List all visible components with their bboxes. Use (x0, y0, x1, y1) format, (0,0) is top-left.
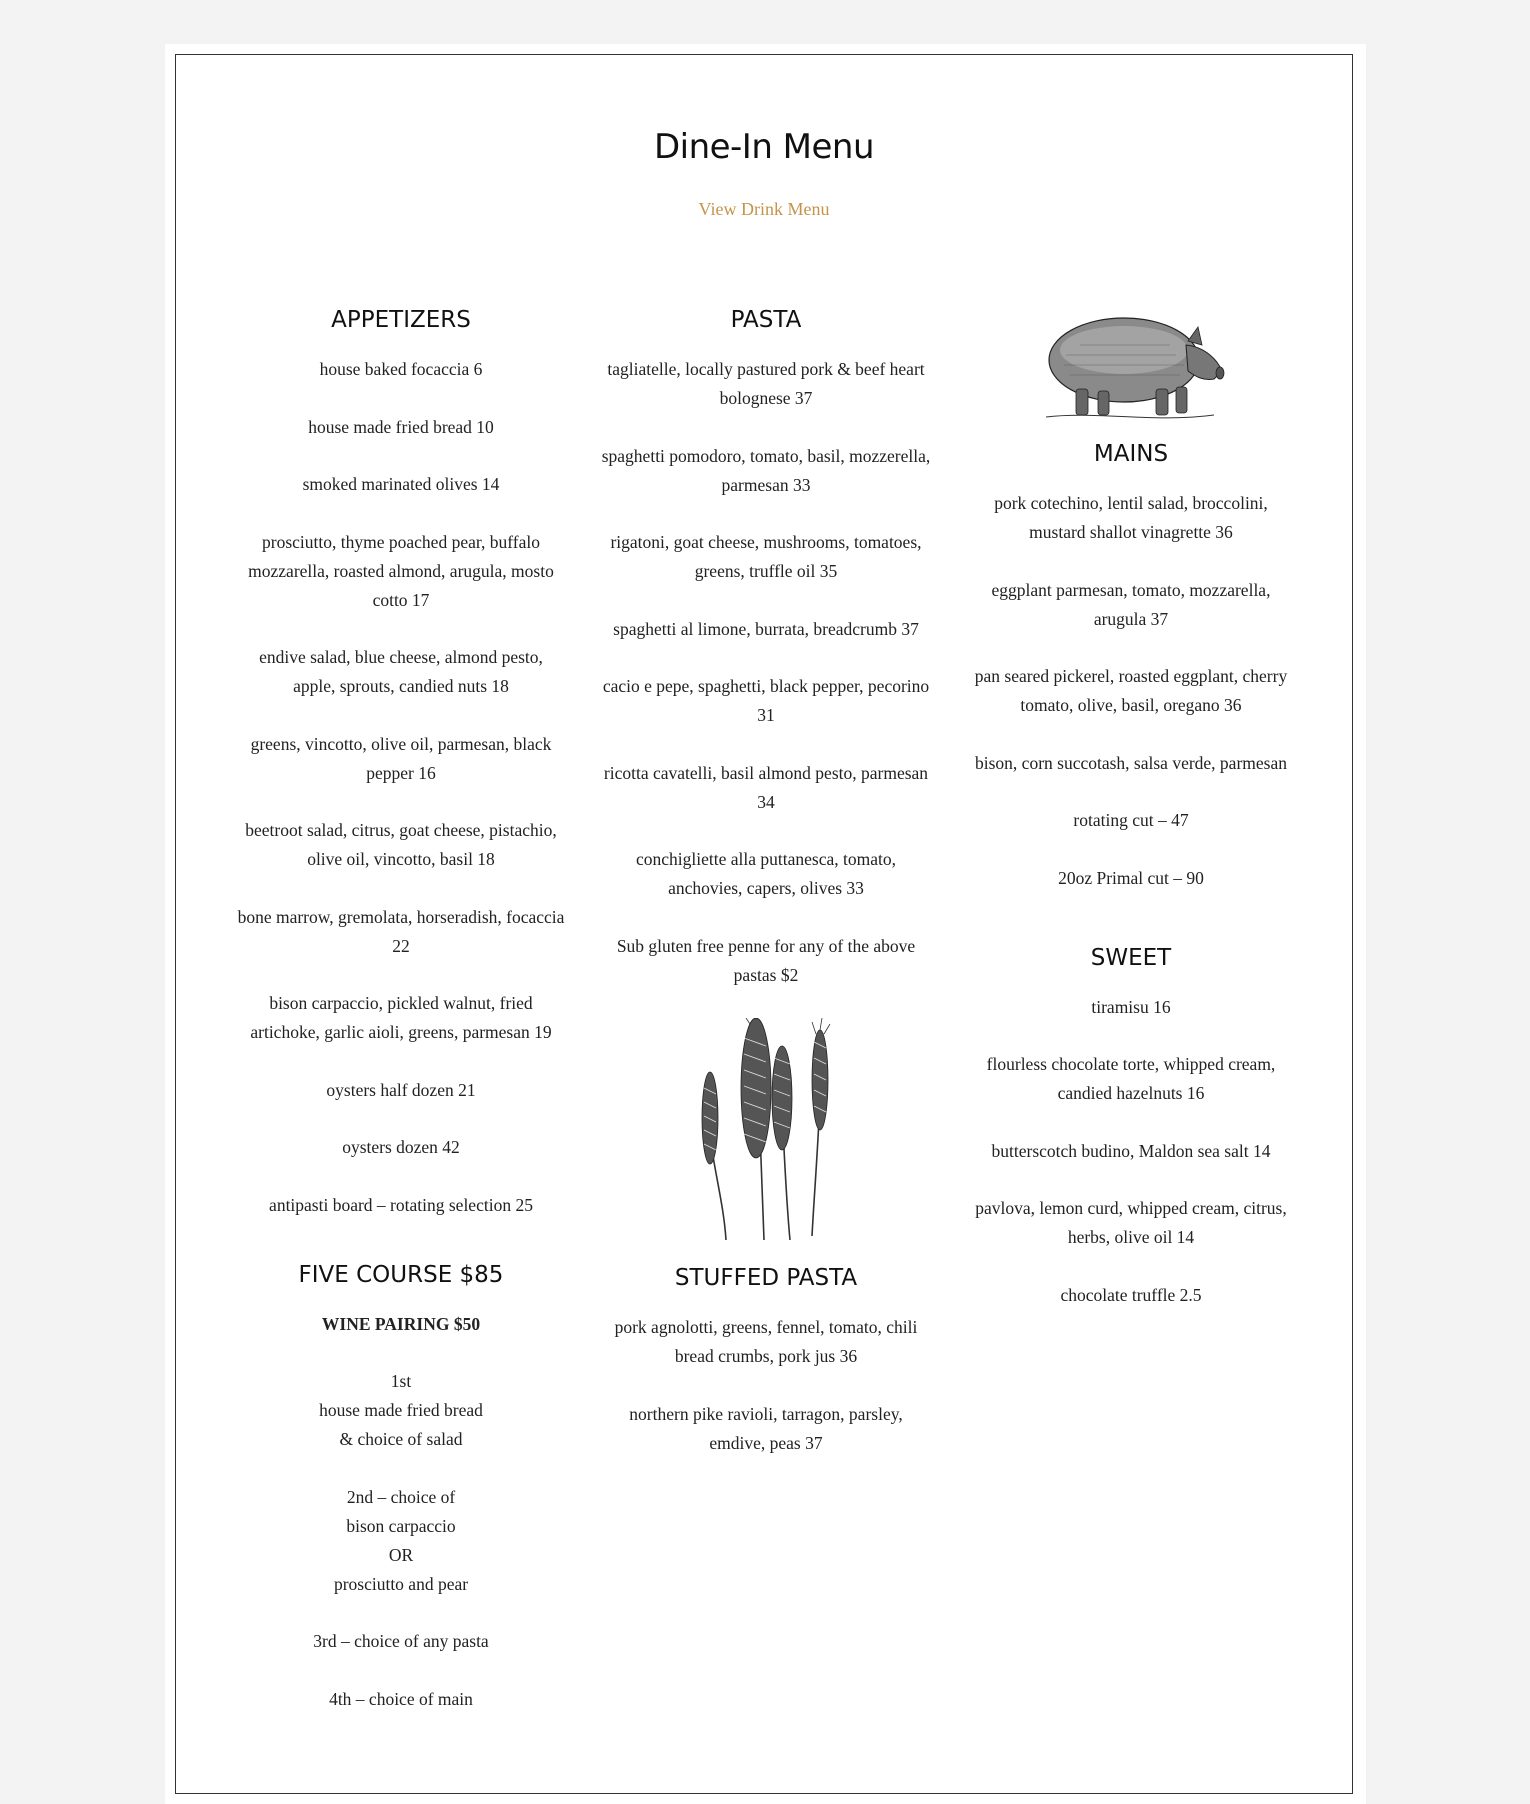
menu-item: Sub gluten free penne for any of the above pastas $2 (616, 935, 916, 985)
menu-item: conchigliette alla puttanesca, tomato, anchovies, capers, olives 33 (636, 849, 896, 898)
menu-item: pork cotechino, lentil salad, broccolini, mustard shallot vinagrette 36 (994, 493, 1268, 542)
menu-item: smoked marinated olives 14 (302, 474, 500, 494)
mains-heading: MAINS (1093, 441, 1169, 467)
menu-frame (175, 54, 1353, 1794)
menu-item: rotating cut – 47 (1073, 810, 1189, 830)
menu-item: northern pike ravioli, tarragon, parsley, emdive, peas 37 (629, 1403, 903, 1453)
menu-item: antipasti board – rotating selection 25 (269, 1194, 533, 1215)
menu-item: pork agnolotti, greens, fennel, tomato, chili bread crumbs, pork jus 36 (614, 1317, 918, 1366)
course-item: 2nd – choice of bison carpaccio OR prosciutto and pear (333, 1486, 469, 1594)
course-item: 4th – choice of main (329, 1688, 473, 1709)
menu-item: 20oz Primal cut – 90 (1058, 867, 1204, 888)
appetizers-heading: APPETIZERS (331, 307, 471, 333)
menu-item: bison, corn succotash, salsa verde, parmesan (975, 752, 1287, 773)
menu-sheet (165, 44, 1366, 1804)
five-course-heading: FIVE COURSE $85 (298, 1261, 504, 1288)
column-right (966, 305, 1296, 1338)
menu-item: oysters half dozen 21 (326, 1079, 476, 1100)
menu-item: oysters dozen 42 (342, 1137, 460, 1157)
pasta-heading: PASTA (730, 307, 802, 333)
menu-item: eggplant parmesan, tomato, mozzarella, arugula 37 (991, 579, 1271, 629)
appetizers-list (236, 355, 566, 1220)
wheat-illustration (686, 1018, 846, 1243)
menu-item: prosciutto, thyme poached pear, buffalo mozzarella, roasted almond, arugula, mosto cotto 17 (248, 531, 554, 610)
column-left (236, 305, 566, 1742)
column-middle (601, 305, 931, 1486)
menu-item: bison carpaccio, pickled walnut, fried artichoke, garlic aioli, greens, parmesan 19 (250, 993, 552, 1042)
page-title: Dine-In Menu (653, 127, 875, 167)
menu-item: chocolate truffle 2.5 (1060, 1284, 1202, 1305)
menu-item: endive salad, blue cheese, almond pesto, apple, sprouts, candied nuts 18 (259, 647, 543, 696)
menu-item: ricotta cavatelli, basil almond pesto, parmesan 34 (603, 762, 929, 812)
pig-illustration (1036, 305, 1226, 423)
pasta-list (601, 355, 931, 990)
menu-item: butterscotch budino, Maldon sea salt 14 (991, 1140, 1271, 1161)
menu-item: spaghetti pomodoro, tomato, basil, mozzerella, parmesan 33 (601, 445, 931, 495)
menu-item: greens, vincotto, olive oil, parmesan, black pepper 16 (250, 733, 552, 783)
menu-item: house baked focaccia 6 (319, 359, 483, 379)
view-drink-menu-link[interactable]: View Drink Menu (698, 199, 830, 219)
course-item: 1st house made fried bread & choice of salad (319, 1371, 483, 1449)
menu-item: bone marrow, gremolata, horseradish, focaccia 22 (237, 906, 565, 956)
wine-pairing-label: WINE PAIRING $50 (321, 1313, 481, 1334)
course-item: 3rd – choice of any pasta (313, 1631, 489, 1651)
sweet-heading: SWEET (1090, 944, 1172, 971)
menu-item: pavlova, lemon curd, whipped cream, citrus, herbs, olive oil 14 (975, 1198, 1287, 1247)
menu-item: spaghetti al limone, burrata, breadcrumb 37 (613, 618, 919, 639)
menu-item: pan seared pickerel, roasted eggplant, cherry tomato, olive, basil, oregano 36 (974, 666, 1288, 715)
menu-item: cacio e pepe, spaghetti, black pepper, pecorino 31 (602, 676, 930, 725)
menu-item: beetroot salad, citrus, goat cheese, pistachio, olive oil, vincotto, basil 18 (245, 820, 557, 869)
stuffed-pasta-heading: STUFFED PASTA (674, 1265, 858, 1291)
menu-item: tagliatelle, locally pastured pork & beef heart bolognese 37 (607, 359, 925, 408)
menu-item: rigatoni, goat cheese, mushrooms, tomatoes, greens, truffle oil 35 (610, 532, 922, 581)
menu-item: house made fried bread 10 (308, 416, 494, 437)
menu-item: flourless chocolate torte, whipped cream, candied hazelnuts 16 (986, 1054, 1276, 1103)
menu-item: tiramisu 16 (1091, 996, 1171, 1017)
